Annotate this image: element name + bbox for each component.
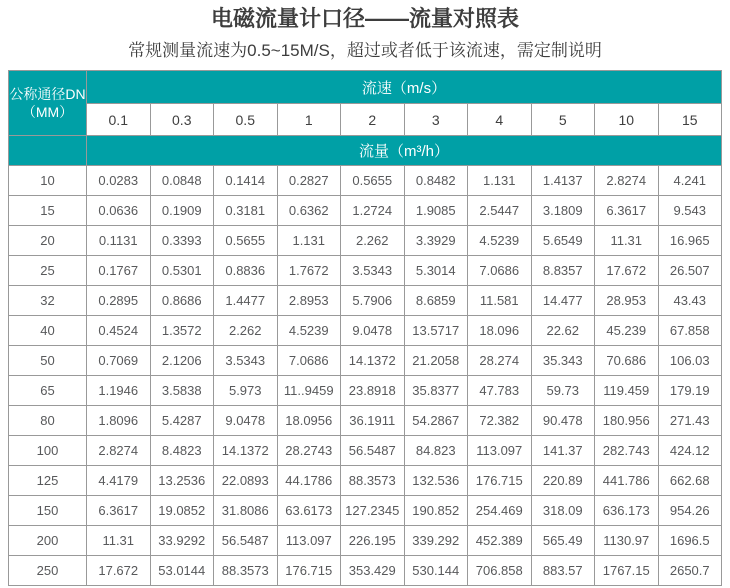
flow-value-cell: 0.1767 (87, 256, 151, 286)
flow-value-cell: 28.2743 (277, 436, 341, 466)
flow-value-cell: 88.3573 (214, 556, 278, 586)
flow-value-cell: 1.1946 (87, 376, 151, 406)
flow-value-cell: 226.195 (341, 526, 405, 556)
flow-value-cell: 6.3617 (87, 496, 151, 526)
flow-value-cell: 45.239 (595, 316, 659, 346)
dn-cell: 100 (9, 436, 87, 466)
flow-value-cell: 17.672 (87, 556, 151, 586)
dn-cell: 25 (9, 256, 87, 286)
flow-value-cell: 954.26 (658, 496, 722, 526)
flow-value-cell: 23.8918 (341, 376, 405, 406)
flow-value-cell: 4.241 (658, 166, 722, 196)
flow-value-cell: 662.68 (658, 466, 722, 496)
velocity-band-header: 流速（m/s） (87, 71, 722, 104)
flow-value-cell: 132.536 (404, 466, 468, 496)
flow-value-cell: 176.715 (277, 556, 341, 586)
table-row (9, 196, 722, 226)
flow-value-cell: 8.8357 (531, 256, 595, 286)
flow-value-cell: 565.49 (531, 526, 595, 556)
flow-value-cell: 0.0848 (150, 166, 214, 196)
flow-value-cell: 22.62 (531, 316, 595, 346)
flow-value-cell: 106.03 (658, 346, 722, 376)
flow-value-cell: 0.8686 (150, 286, 214, 316)
corner-header-line1: 公称通径DN (9, 86, 86, 102)
flow-value-cell: 424.12 (658, 436, 722, 466)
page-title: 电磁流量计口径——流量对照表 (210, 6, 519, 31)
flow-value-cell: 441.786 (595, 466, 659, 496)
flow-value-cell: 0.2895 (87, 286, 151, 316)
velocity-value-cell: 2 (341, 104, 405, 136)
table-row (9, 166, 722, 196)
flow-value-cell: 11.581 (468, 286, 532, 316)
table-row (9, 496, 722, 526)
velocity-value-cell: 1 (277, 104, 341, 136)
flow-value-cell: 2.262 (341, 226, 405, 256)
velocity-band-row (9, 71, 722, 104)
flow-value-cell: 0.8836 (214, 256, 278, 286)
flow-value-cell: 26.507 (658, 256, 722, 286)
flow-value-cell: 7.0686 (468, 256, 532, 286)
flow-value-cell: 31.8086 (214, 496, 278, 526)
flow-value-cell: 13.5717 (404, 316, 468, 346)
velocity-value-cell: 4 (468, 104, 532, 136)
flow-value-cell: 18.096 (468, 316, 532, 346)
flow-value-cell: 47.783 (468, 376, 532, 406)
flow-value-cell: 883.57 (531, 556, 595, 586)
flow-value-cell: 2.1206 (150, 346, 214, 376)
flow-value-cell: 318.09 (531, 496, 595, 526)
flow-value-cell: 6.3617 (595, 196, 659, 226)
page-subtitle: 常规测量流速为0.5~15M/S，超过或者低于该流速，需定制说明 (128, 41, 602, 60)
flow-value-cell: 63.6173 (277, 496, 341, 526)
flow-value-cell: 119.459 (595, 376, 659, 406)
flow-value-cell: 9.0478 (341, 316, 405, 346)
flow-value-cell: 22.0893 (214, 466, 278, 496)
table-row (9, 436, 722, 466)
flow-value-cell: 1130.97 (595, 526, 659, 556)
flow-value-cell: 1.3572 (150, 316, 214, 346)
flow-value-cell: 636.173 (595, 496, 659, 526)
velocity-value-cell: 3 (404, 104, 468, 136)
flow-value-cell: 11.31 (87, 526, 151, 556)
flow-value-cell: 113.097 (468, 436, 532, 466)
table-row (9, 466, 722, 496)
flow-value-cell: 2.8274 (87, 436, 151, 466)
flow-value-cell: 0.6362 (277, 196, 341, 226)
flow-value-cell: 3.3929 (404, 226, 468, 256)
flow-value-cell: 43.43 (658, 286, 722, 316)
velocity-value-cell: 0.3 (150, 104, 214, 136)
flow-value-cell: 271.43 (658, 406, 722, 436)
flow-value-cell: 72.382 (468, 406, 532, 436)
flow-value-cell: 179.19 (658, 376, 722, 406)
dn-cell: 200 (9, 526, 87, 556)
flow-value-cell: 13.2536 (150, 466, 214, 496)
flow-band-header: 流量（m³/h） (87, 136, 722, 166)
table-row (9, 376, 722, 406)
flow-value-cell: 7.0686 (277, 346, 341, 376)
velocity-value-cell: 10 (595, 104, 659, 136)
velocity-value-cell: 15 (658, 104, 722, 136)
flow-value-cell: 0.5655 (341, 166, 405, 196)
flow-value-cell: 2.5447 (468, 196, 532, 226)
flow-value-cell: 2.8953 (277, 286, 341, 316)
velocity-value-cell: 5 (531, 104, 595, 136)
flow-value-cell: 53.0144 (150, 556, 214, 586)
flow-value-cell: 190.852 (404, 496, 468, 526)
flow-value-cell: 0.3181 (214, 196, 278, 226)
flow-value-cell: 0.1909 (150, 196, 214, 226)
flow-value-cell: 5.7906 (341, 286, 405, 316)
flow-value-cell: 0.8482 (404, 166, 468, 196)
flow-value-cell: 282.743 (595, 436, 659, 466)
dn-cell: 250 (9, 556, 87, 586)
flow-value-cell: 88.3573 (341, 466, 405, 496)
flow-value-cell: 17.672 (595, 256, 659, 286)
velocity-value-cell: 0.5 (214, 104, 278, 136)
flow-value-cell: 5.4287 (150, 406, 214, 436)
flow-value-cell: 70.686 (595, 346, 659, 376)
flow-value-cell: 67.858 (658, 316, 722, 346)
flow-value-cell: 530.144 (404, 556, 468, 586)
flow-value-cell: 16.965 (658, 226, 722, 256)
flow-value-cell: 141.37 (531, 436, 595, 466)
flow-value-cell: 9.543 (658, 196, 722, 226)
dn-cell: 15 (9, 196, 87, 226)
table-row (9, 406, 722, 436)
flow-value-cell: 8.4823 (150, 436, 214, 466)
flow-value-cell: 1.7672 (277, 256, 341, 286)
flow-value-cell: 127.2345 (341, 496, 405, 526)
flow-value-cell: 1.8096 (87, 406, 151, 436)
flow-value-cell: 3.5343 (214, 346, 278, 376)
flow-value-cell: 28.953 (595, 286, 659, 316)
table-row (9, 286, 722, 316)
dn-cell: 10 (9, 166, 87, 196)
dn-cell: 80 (9, 406, 87, 436)
flow-value-cell: 35.343 (531, 346, 595, 376)
flow-value-cell: 0.0283 (87, 166, 151, 196)
flow-value-cell: 220.89 (531, 466, 595, 496)
flow-band-spacer-cell (9, 136, 87, 166)
flow-value-cell: 176.715 (468, 466, 532, 496)
flow-value-cell: 14.477 (531, 286, 595, 316)
table-row (9, 226, 722, 256)
table-body (9, 166, 722, 586)
flow-value-cell: 35.8377 (404, 376, 468, 406)
flow-comparison-table (8, 70, 722, 586)
flow-value-cell: 3.5343 (341, 256, 405, 286)
flow-value-cell: 1696.5 (658, 526, 722, 556)
flow-value-cell: 0.2827 (277, 166, 341, 196)
flow-value-cell: 11..9459 (277, 376, 341, 406)
dn-cell: 50 (9, 346, 87, 376)
flow-value-cell: 5.973 (214, 376, 278, 406)
flow-value-cell: 14.1372 (341, 346, 405, 376)
flow-value-cell: 21.2058 (404, 346, 468, 376)
flow-value-cell: 339.292 (404, 526, 468, 556)
flow-value-cell: 14.1372 (214, 436, 278, 466)
flow-value-cell: 3.5838 (150, 376, 214, 406)
dn-cell: 65 (9, 376, 87, 406)
flow-value-cell: 8.6859 (404, 286, 468, 316)
dn-cell: 20 (9, 226, 87, 256)
flow-value-cell: 3.1809 (531, 196, 595, 226)
flow-value-cell: 1.9085 (404, 196, 468, 226)
flow-value-cell: 1.131 (277, 226, 341, 256)
flow-value-cell: 1.4477 (214, 286, 278, 316)
table-row (9, 556, 722, 586)
table-row (9, 526, 722, 556)
flow-value-cell: 1.131 (468, 166, 532, 196)
dn-cell: 32 (9, 286, 87, 316)
flow-value-cell: 0.7069 (87, 346, 151, 376)
corner-header-line2: （MM） (21, 104, 74, 120)
flow-value-cell: 5.3014 (404, 256, 468, 286)
flow-value-cell: 2650.7 (658, 556, 722, 586)
flow-value-cell: 44.1786 (277, 466, 341, 496)
flow-value-cell: 33.9292 (150, 526, 214, 556)
flow-value-cell: 1.2724 (341, 196, 405, 226)
flow-value-cell: 9.0478 (214, 406, 278, 436)
dn-cell: 125 (9, 466, 87, 496)
flow-value-cell: 0.0636 (87, 196, 151, 226)
table-row (9, 346, 722, 376)
flow-value-cell: 1.4137 (531, 166, 595, 196)
dn-cell: 40 (9, 316, 87, 346)
flow-value-cell: 90.478 (531, 406, 595, 436)
flow-value-cell: 0.5655 (214, 226, 278, 256)
table-row (9, 256, 722, 286)
flow-band-row (9, 136, 722, 166)
flow-value-cell: 2.262 (214, 316, 278, 346)
flow-value-cell: 5.6549 (531, 226, 595, 256)
table-header (9, 71, 722, 166)
flow-value-cell: 28.274 (468, 346, 532, 376)
flow-value-cell: 36.1911 (341, 406, 405, 436)
flow-value-cell: 54.2867 (404, 406, 468, 436)
flow-value-cell: 4.5239 (277, 316, 341, 346)
flow-value-cell: 56.5487 (214, 526, 278, 556)
velocity-values-row (9, 104, 722, 136)
flow-value-cell: 4.5239 (468, 226, 532, 256)
flow-value-cell: 1767.15 (595, 556, 659, 586)
flow-value-cell: 11.31 (595, 226, 659, 256)
flow-value-cell: 0.1131 (87, 226, 151, 256)
flow-value-cell: 0.4524 (87, 316, 151, 346)
flow-value-cell: 18.0956 (277, 406, 341, 436)
dn-cell: 150 (9, 496, 87, 526)
flow-value-cell: 113.097 (277, 526, 341, 556)
flow-value-cell: 452.389 (468, 526, 532, 556)
velocity-value-cell: 0.1 (87, 104, 151, 136)
flow-value-cell: 2.8274 (595, 166, 659, 196)
flow-value-cell: 180.956 (595, 406, 659, 436)
flow-value-cell: 706.858 (468, 556, 532, 586)
flow-value-cell: 0.5301 (150, 256, 214, 286)
flow-value-cell: 0.3393 (150, 226, 214, 256)
flow-value-cell: 353.429 (341, 556, 405, 586)
flow-value-cell: 56.5487 (341, 436, 405, 466)
flow-value-cell: 0.1414 (214, 166, 278, 196)
flow-value-cell: 84.823 (404, 436, 468, 466)
flow-value-cell: 19.0852 (150, 496, 214, 526)
flow-value-cell: 254.469 (468, 496, 532, 526)
flow-value-cell: 59.73 (531, 376, 595, 406)
table-row (9, 316, 722, 346)
corner-header-dn (9, 71, 87, 136)
flow-value-cell: 4.4179 (87, 466, 151, 496)
